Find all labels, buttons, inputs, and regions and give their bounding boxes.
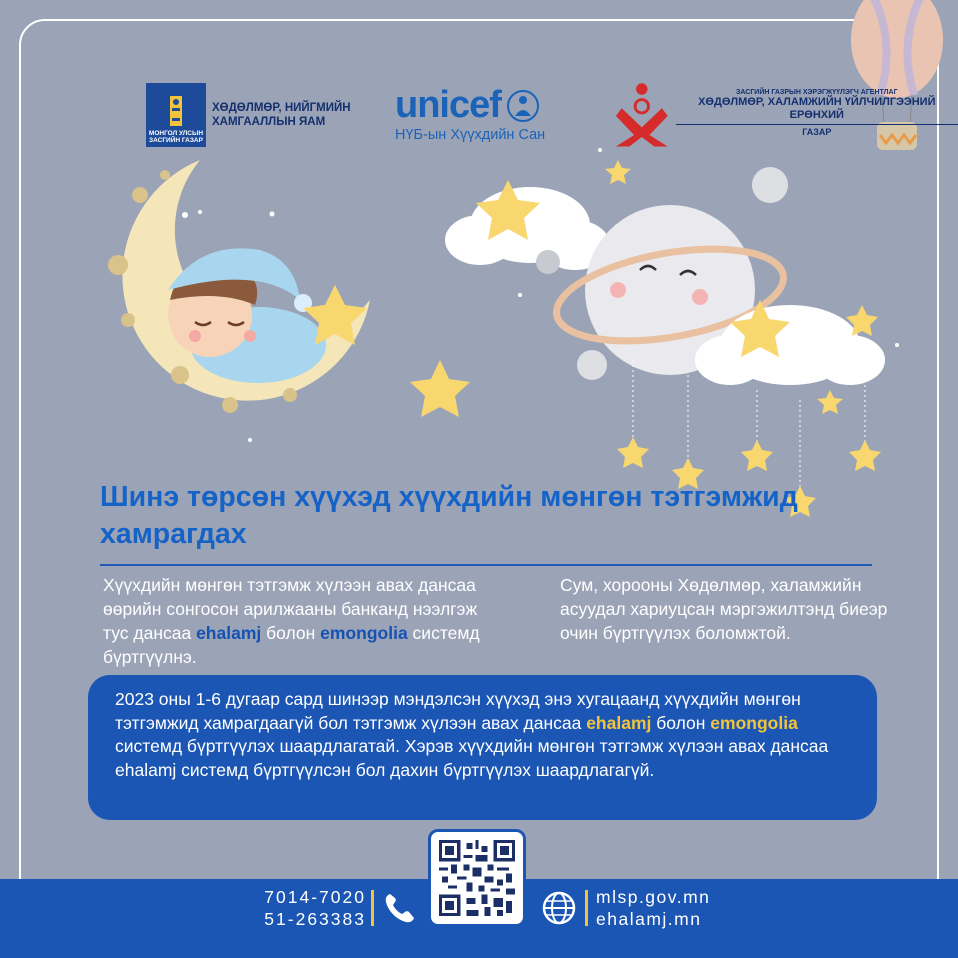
highlight-emongolia: emongolia bbox=[320, 623, 408, 643]
small-planet-1 bbox=[752, 167, 788, 203]
cloud-left bbox=[445, 187, 610, 270]
page-title: Шинэ төрсөн хүүхэд хүүхдийн мөнгөн тэтгэмжид хамрагдах bbox=[100, 481, 798, 550]
globe-icon bbox=[540, 889, 578, 927]
agency-line2: ХӨДӨЛМӨР, ХАЛАМЖИЙН ҮЙЛЧИЛГЭЭНИЙ ЕРӨНХИЙ bbox=[698, 96, 936, 121]
notice-highlight-ehalamj: ehalamj bbox=[586, 712, 652, 733]
phone-divider bbox=[371, 890, 374, 926]
agency-logo bbox=[614, 78, 958, 148]
right-column-text: Сум, хорооны Хөдөлмөр, халамжийн асуудал хариуцсан мэргэжилтэнд биеэр очин бүртгүүлэх боломжтой. bbox=[560, 575, 888, 643]
phone-number-1[interactable]: 7014-7020 bbox=[264, 887, 366, 907]
phone-number-2[interactable]: 51-263383 bbox=[264, 909, 366, 929]
websites bbox=[596, 886, 710, 930]
ministry-badge bbox=[146, 83, 206, 147]
logo-bar bbox=[0, 0, 958, 170]
site-link-mlsp[interactable]: mlsp.gov.mn bbox=[596, 887, 711, 907]
small-planet-3 bbox=[577, 350, 607, 380]
agency-line1: ЗАСГИЙН ГАЗРЫН ХЭРЭГЖҮҮЛЭГЧ АГЕНТЛАГ bbox=[736, 89, 898, 96]
agency-emblem-icon bbox=[614, 78, 670, 148]
qr-code-icon bbox=[439, 840, 515, 916]
soyombo-icon bbox=[167, 96, 185, 126]
highlight-ehalamj: ehalamj bbox=[196, 623, 262, 643]
notice-box: 2023 оны 1-6 дугаар сард шинээр мэндэлсэн хүүхэд энэ хугацаанд хүүхдийн мөнгөн тэтгэмжид хамрагдаагүй бол тэтгэмж хүлээн авах дансаа ehalamj болон emongolia системд бүртгүүлэх шаардлагатай. Хэрэв хүүхдийн мөнгөн тэтгэмж хүлээн авах дансаа ehalamj системд бүртгүүлсэн бол дахин бүртгүүлэх шаардлагагүй. bbox=[88, 675, 877, 820]
unicef-subtitle: НҮБ-ын Хүүхдийн Сан bbox=[395, 127, 546, 143]
agency-line3: ГАЗАР bbox=[676, 124, 958, 137]
ministry-logo bbox=[146, 83, 402, 147]
phone-icon bbox=[381, 889, 419, 927]
site-link-ehalamj[interactable]: ehalamj.mn bbox=[596, 909, 702, 929]
unicef-logo bbox=[395, 84, 545, 143]
small-planet-2 bbox=[536, 250, 560, 274]
unicef-emblem-icon bbox=[505, 88, 541, 124]
notice-highlight-emongolia: emongolia bbox=[710, 712, 798, 733]
small-star-bottom bbox=[410, 360, 470, 417]
ministry-badge-text: МОНГОЛ УЛСЫН ЗАСГИЙН ГАЗАР bbox=[148, 130, 204, 144]
phone-numbers bbox=[238, 886, 366, 930]
ministry-name: ХӨДӨЛМӨР, НИЙГМИЙН ХАМГААЛЛЫН ЯАМ bbox=[212, 102, 351, 128]
left-column-text: Хүүхдийн мөнгөн тэтгэмж хүлээн авах дансаа өөрийн сонгосон арилжааны банканд нээлгэж тус дансаа ehalamj болон emongolia системд бүртгүүлнэ. bbox=[103, 575, 480, 667]
site-divider bbox=[585, 890, 588, 926]
qr-code[interactable] bbox=[428, 829, 526, 927]
title-divider bbox=[100, 564, 872, 566]
unicef-wordmark: unicef bbox=[395, 84, 501, 126]
